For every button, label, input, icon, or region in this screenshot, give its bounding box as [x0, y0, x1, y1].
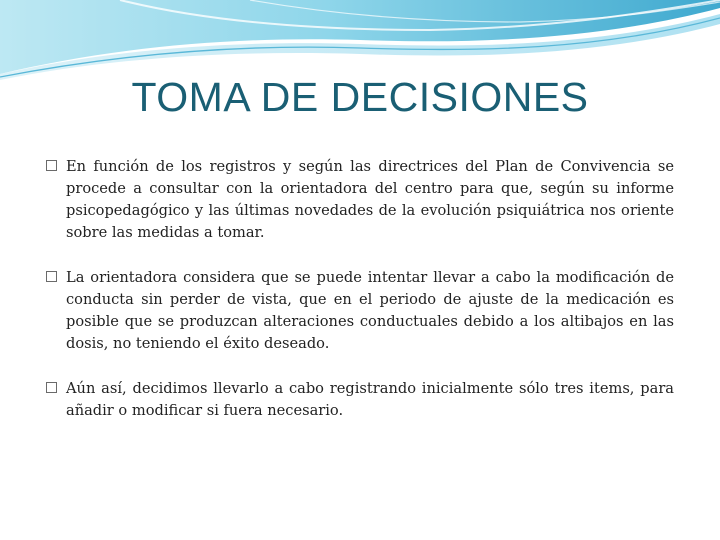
square-bullet-icon [46, 382, 57, 393]
bullet-text: Aún así, decidimos llevarlo a cabo registrando inicialmente sólo tres items, para añadir o modificar si fuera necesario. [66, 380, 674, 419]
square-bullet-icon [46, 271, 57, 282]
square-bullet-icon [46, 160, 57, 171]
bullet-item [46, 267, 674, 355]
slide-title: TOMA DE DECISIONES [131, 74, 589, 120]
bullet-text: La orientadora considera que se puede intentar llevar a cabo la modificación de conducta sin perder de vista, que en el periodo de ajuste de la medicación es posible que se produzcan alteraciones conductuales debido a los altibajos en las dosis, no teniendo el éxito deseado. [66, 269, 674, 352]
bullet-text: En función de los registros y según las directrices del Plan de Convivencia se procede a consultar con la orientadora del centro para que, según su informe psicopedagógico y las últimas novedades de la evolución psiquiátrica nos oriente sobre las medidas a tomar. [66, 158, 674, 241]
bullet-list [46, 156, 674, 445]
bullet-item [46, 156, 674, 244]
bullet-item [46, 378, 674, 422]
